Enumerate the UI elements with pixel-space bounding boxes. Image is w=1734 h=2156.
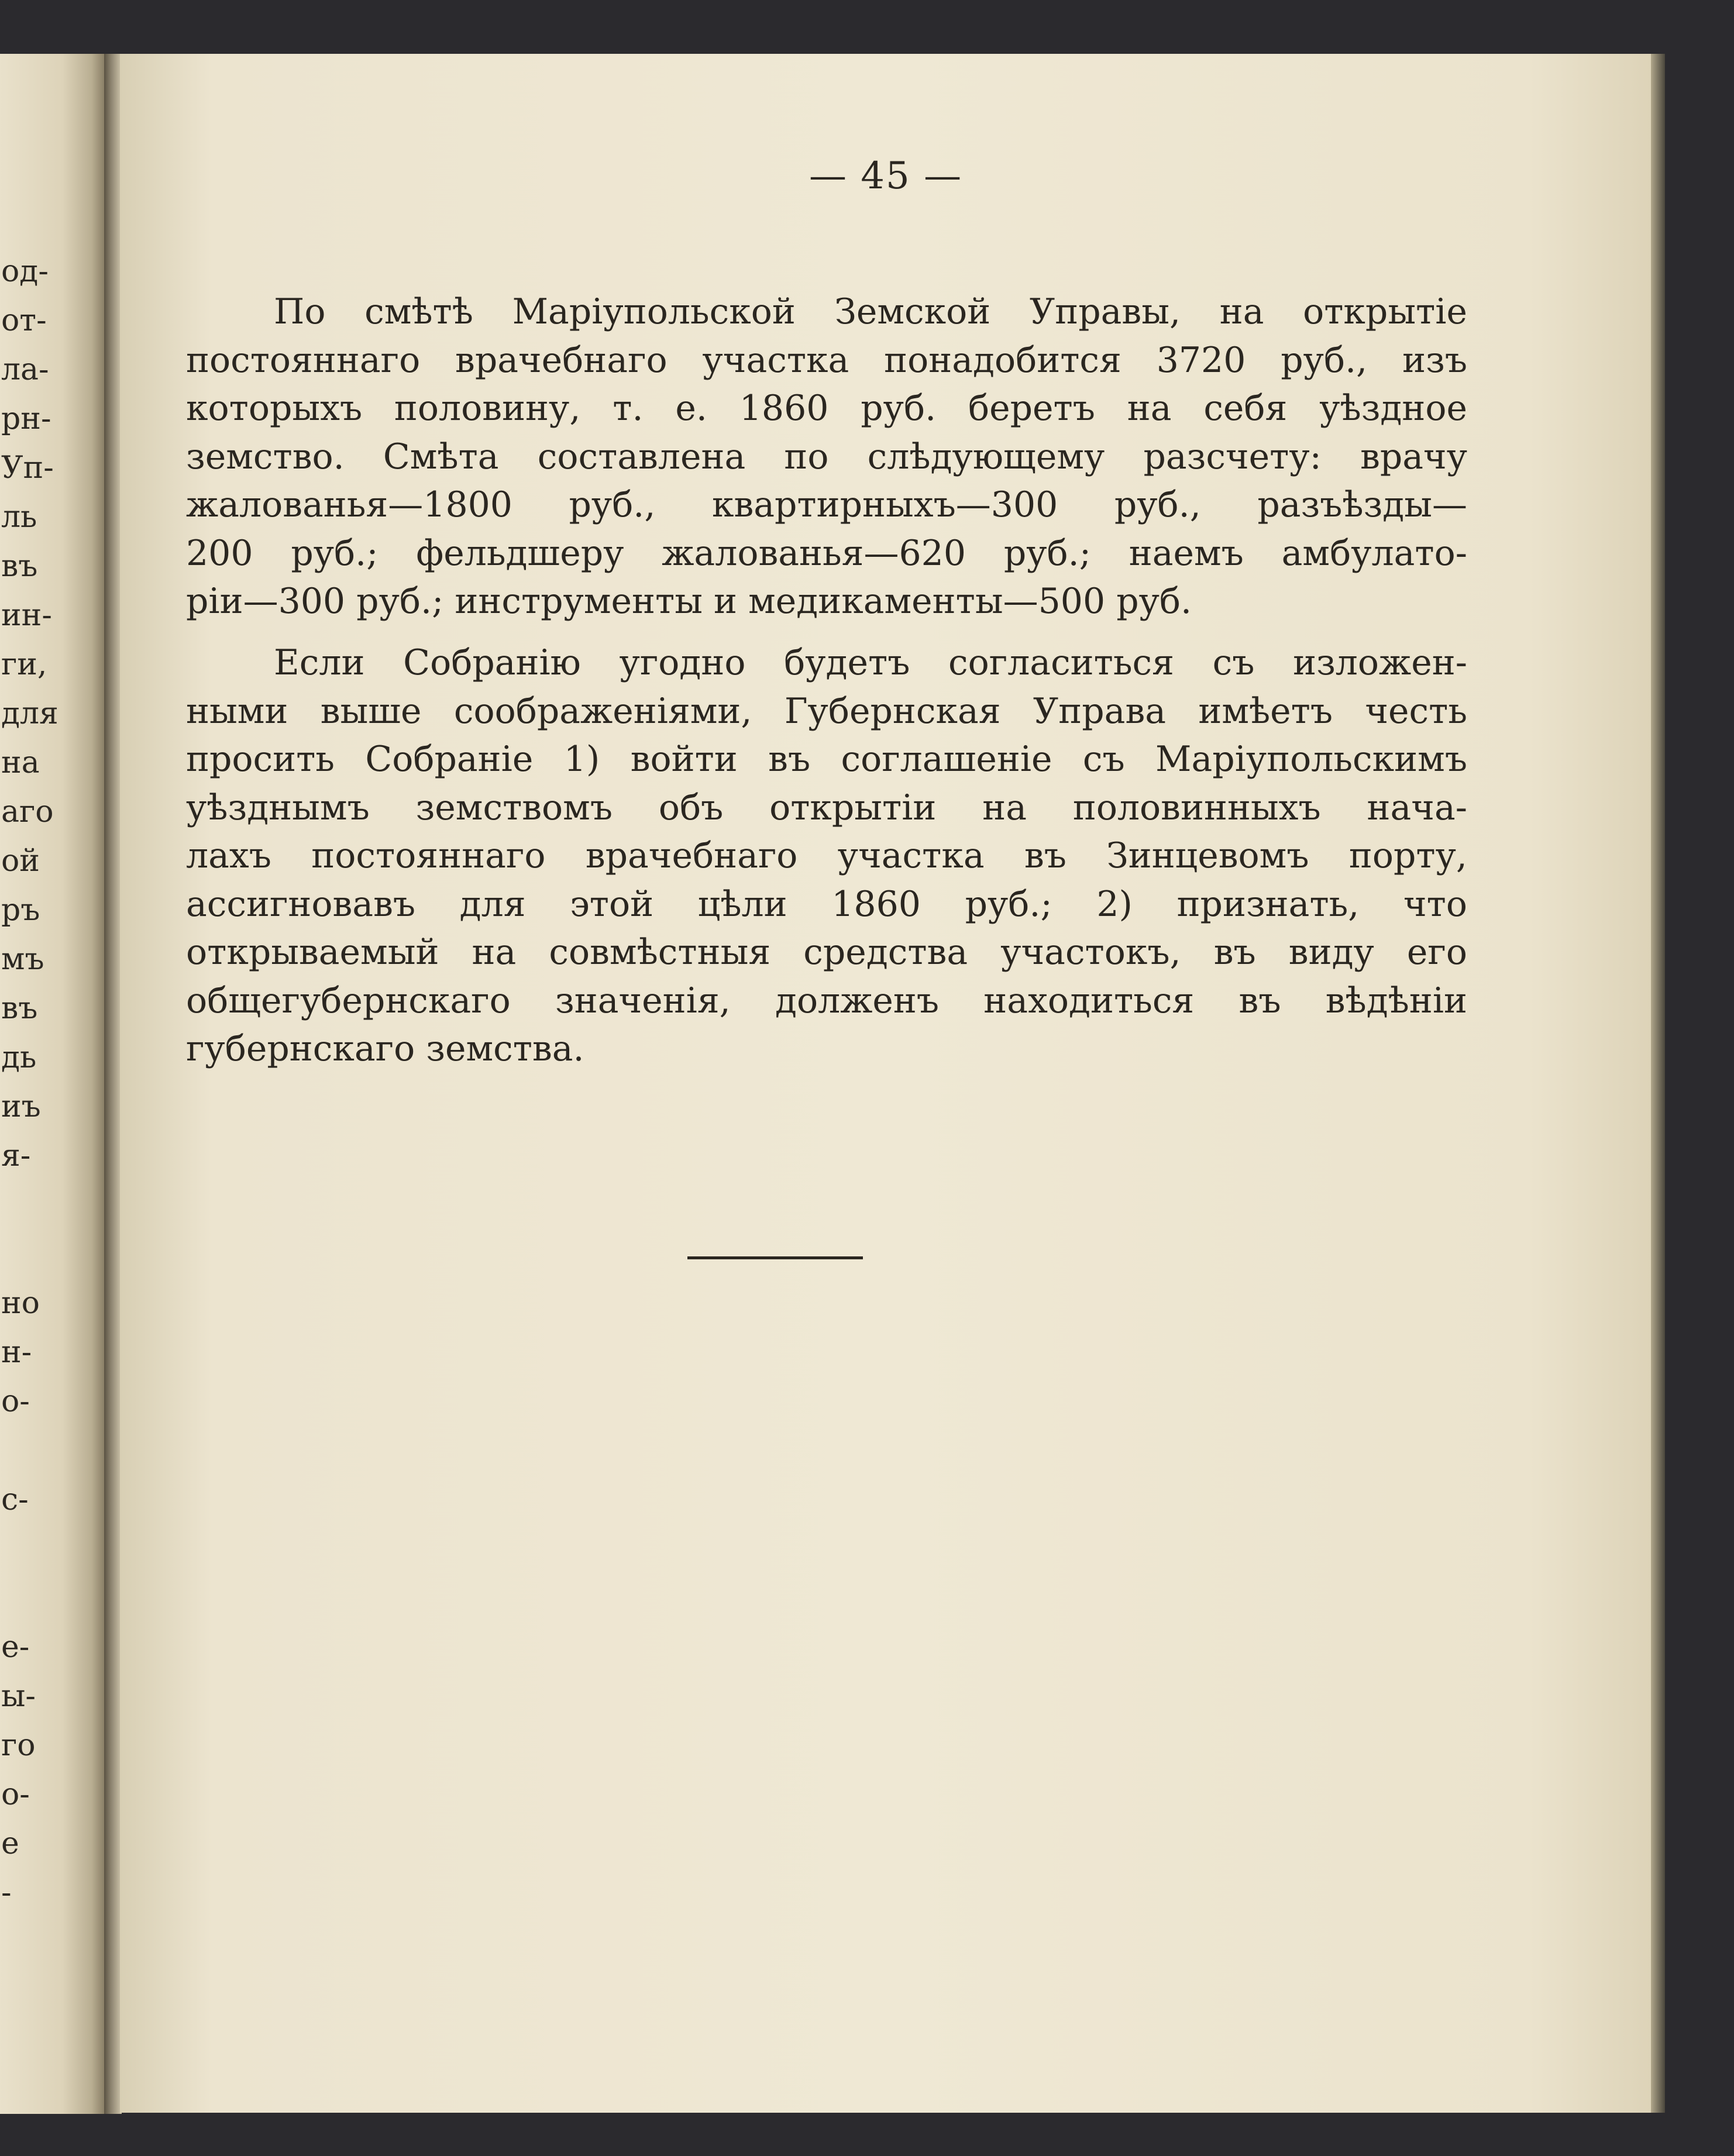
left-page-fragment: о- <box>1 1777 30 1812</box>
left-page-fragment: го <box>1 1728 36 1763</box>
text-line: просить Собраніе 1) войти въ соглашеніе съ Маріупольскимъ <box>186 739 1467 780</box>
left-page-fragment: с- <box>1 1482 29 1517</box>
left-page-fragment: од- <box>1 254 49 289</box>
left-page-fragment: - <box>1 1875 12 1910</box>
text-line: земство. Смѣта составлена по слѣдующему разсчету: врачу <box>186 436 1467 477</box>
text-line: Если Собранію угодно будетъ согласиться съ изложен- <box>274 642 1467 683</box>
text-line: ными выше соображеніями, Губернская Управа имѣетъ честь <box>186 690 1467 732</box>
text-line: 200 руб.; фельдшеру жалованья—620 руб.; наемъ амбулато- <box>186 532 1467 574</box>
left-page-fragment: н- <box>1 1335 32 1370</box>
left-page-fragment: ой <box>1 843 40 879</box>
left-page-fragment: дь <box>1 1040 37 1075</box>
book-page <box>120 54 1652 2113</box>
left-page-fragment: въ <box>1 549 38 584</box>
left-page-fragment: е <box>1 1826 19 1861</box>
left-page-fragment: ла- <box>1 352 49 387</box>
page-edge-shadow <box>1651 54 1665 2113</box>
left-page-fragment: ин- <box>1 598 52 633</box>
left-page-fragment: въ <box>1 991 38 1026</box>
paragraph-proposal <box>186 639 1467 1073</box>
left-page-fragment: ръ <box>1 893 40 928</box>
left-page-fragment: Уп- <box>1 450 54 485</box>
left-page-fragment: ги, <box>1 647 47 682</box>
section-divider <box>687 1256 863 1259</box>
text-line: По смѣтѣ Маріупольской Земской Управы, на открытіе <box>274 291 1467 332</box>
text-line: ассигновавъ для этой цѣли 1860 руб.; 2) признать, что <box>186 883 1467 925</box>
text-line: уѣзднымъ земствомъ объ открытіи на половинныхъ нача- <box>186 787 1467 828</box>
text-line: лахъ постояннаго врачебнаго участка въ Зинцевомъ порту, <box>186 835 1467 876</box>
left-page-fragment: для <box>1 696 59 731</box>
paragraph-estimate <box>186 288 1467 626</box>
text-line: ріи—300 руб.; инструменты и медикаменты—500 руб. <box>186 581 1192 622</box>
left-page-fragment: иъ <box>1 1089 41 1124</box>
left-page-fragment: рн- <box>1 401 51 436</box>
left-page-fragment: ы- <box>1 1679 36 1714</box>
left-page-fragment: е- <box>1 1630 30 1665</box>
book-gutter <box>104 54 122 2114</box>
text-line: жалованья—1800 руб., квартирныхъ—300 руб., разъѣзды— <box>186 484 1467 525</box>
left-page-fragment: но <box>1 1286 40 1321</box>
left-facing-page <box>0 54 104 2114</box>
left-page-fragment: от- <box>1 303 47 338</box>
left-page-fragment: о- <box>1 1384 30 1419</box>
left-page-fragment: я- <box>1 1138 31 1173</box>
left-page-fragment: ль <box>1 500 37 535</box>
left-page-fragment: аго <box>1 794 54 829</box>
page-number: — 45 — <box>808 154 963 198</box>
left-page-fragment: мъ <box>1 942 44 977</box>
text-line: губернскаго земства. <box>186 1028 584 1069</box>
text-line: постояннаго врачебнаго участка понадобится 3720 руб., изъ <box>186 339 1467 381</box>
text-line: общегубернскаго значенія, долженъ находиться въ вѣдѣніи <box>186 980 1467 1021</box>
text-line: которыхъ половину, т. е. 1860 руб. беретъ на себя уѣздное <box>186 388 1467 429</box>
text-line: открываемый на совмѣстныя средства участокъ, въ виду его <box>186 932 1467 973</box>
left-page-fragment: на <box>1 745 40 780</box>
